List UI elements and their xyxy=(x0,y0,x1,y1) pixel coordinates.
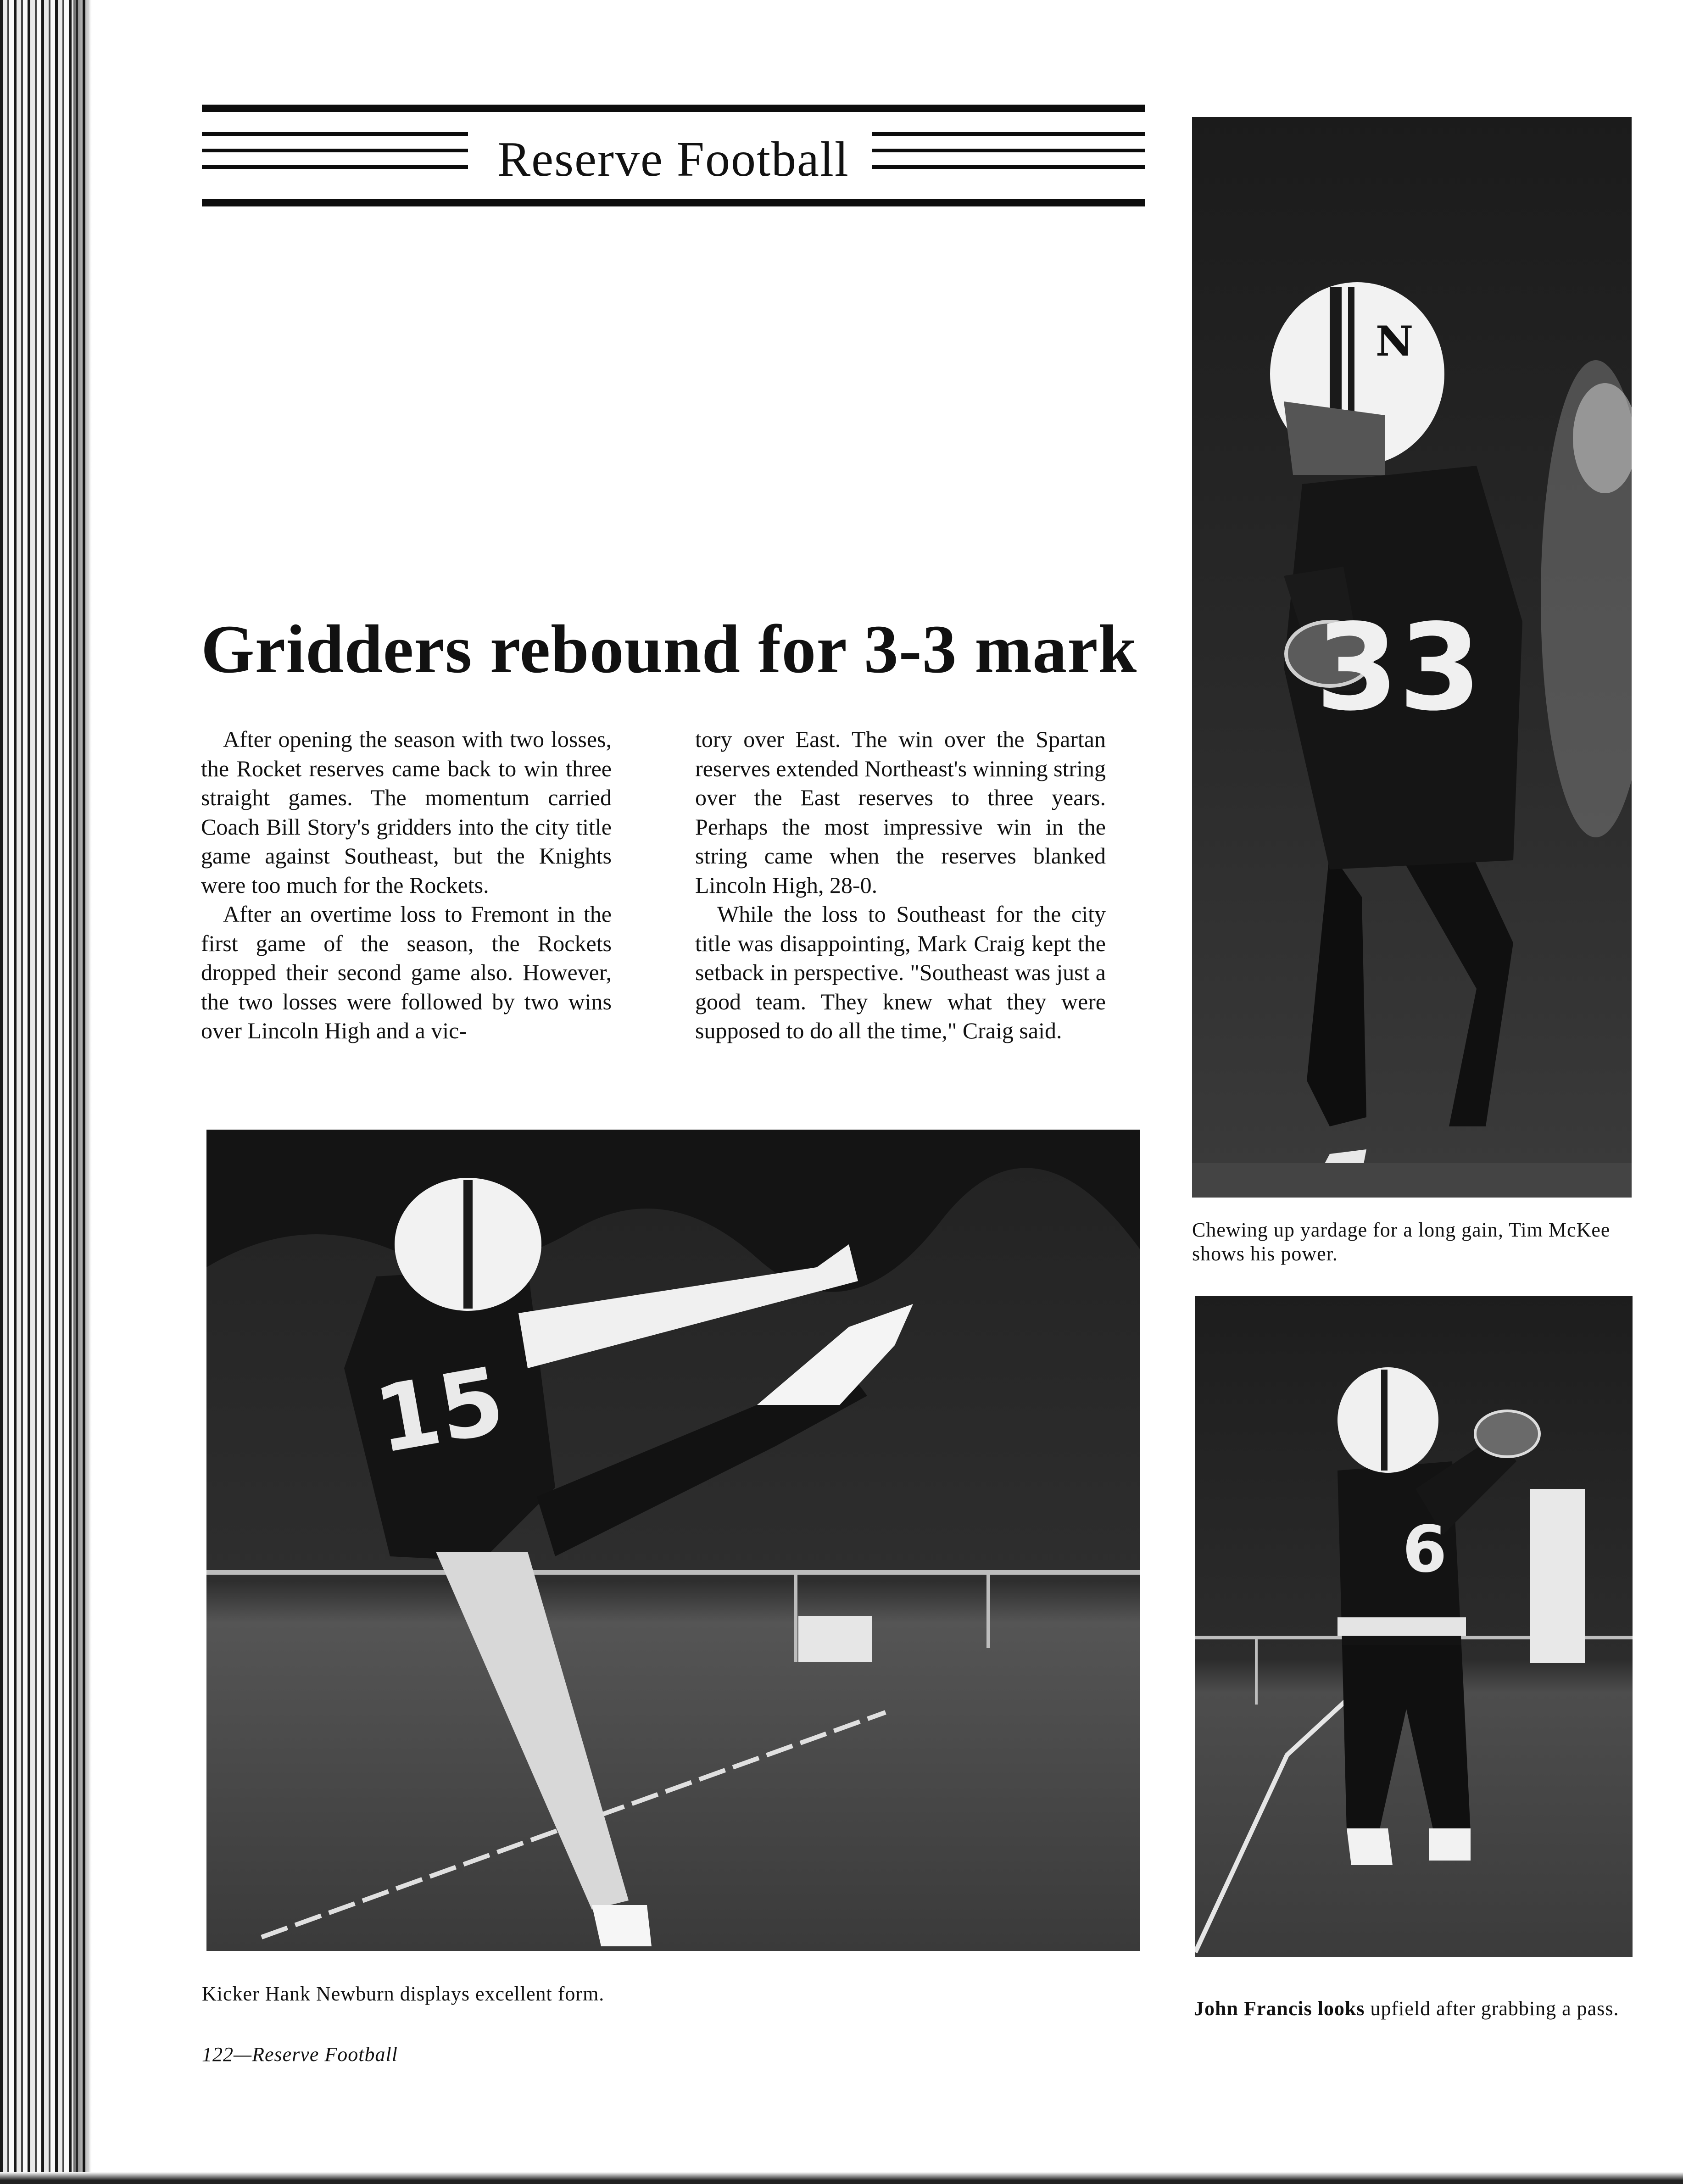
photo-kicker xyxy=(206,1130,1140,1951)
page-bottom-edge xyxy=(0,2172,1683,2184)
caption-kicker: Kicker Hank Newburn displays excellent form. xyxy=(202,1983,605,2005)
banner-top-rule xyxy=(202,105,1145,112)
runner-jersey-number: 33 xyxy=(1315,599,1482,737)
page-folio: 122—Reserve Football xyxy=(202,2043,398,2066)
caption-runner: Chewing up yardage for a long gain, Tim McKee shows his power. xyxy=(1192,1219,1611,1265)
binding-shadow xyxy=(73,0,92,2184)
kicker-jersey-number: 15 xyxy=(367,1347,512,1475)
section-banner xyxy=(202,105,1145,208)
article-headline: Gridders rebound for 3-3 mark xyxy=(201,611,1137,687)
paragraph: After opening the season with two losses, the Rocket reserves came back to win three straight games. The momentum carried Coach Bill Story's gridders into the city title game against Southeast, but the Knights were too much for the Rockets. xyxy=(201,726,612,898)
paragraph: While the loss to Southeast for the city title was disappointing, Mark Craig kept the setback in perspective. "Southeast was just a good team. They knew what they were supposed to do all the time," Craig said. xyxy=(695,901,1106,1043)
section-title: Reserve Football xyxy=(497,132,849,187)
photo-passer xyxy=(1195,1296,1633,1957)
passer-jersey-number: 6 xyxy=(1402,1512,1447,1587)
article-column-right xyxy=(695,725,1106,1046)
article-column-left xyxy=(201,725,612,1046)
runner-helmet-letter: N xyxy=(1376,317,1414,366)
caption-passer-text: upfield after grabbing a pass. xyxy=(1365,1997,1619,2020)
banner-bottom-rule xyxy=(202,199,1145,206)
paragraph: After an overtime loss to Fremont in the first game of the season, the Rockets dropped their second game also. However, the two losses were followed by two wins over Lincoln High and a vic- xyxy=(201,901,612,1043)
caption-passer-name: John Francis looks xyxy=(1194,1997,1365,2020)
paragraph: tory over East. The win over the Spartan reserves extended Northeast's winning string over the East reserves to three years. Perhaps the most impressive win in the string came when the reserves blanked Lincoln High, 28-0. xyxy=(695,726,1106,898)
caption-passer xyxy=(1194,1997,1639,2021)
photo-runner xyxy=(1192,117,1632,1198)
